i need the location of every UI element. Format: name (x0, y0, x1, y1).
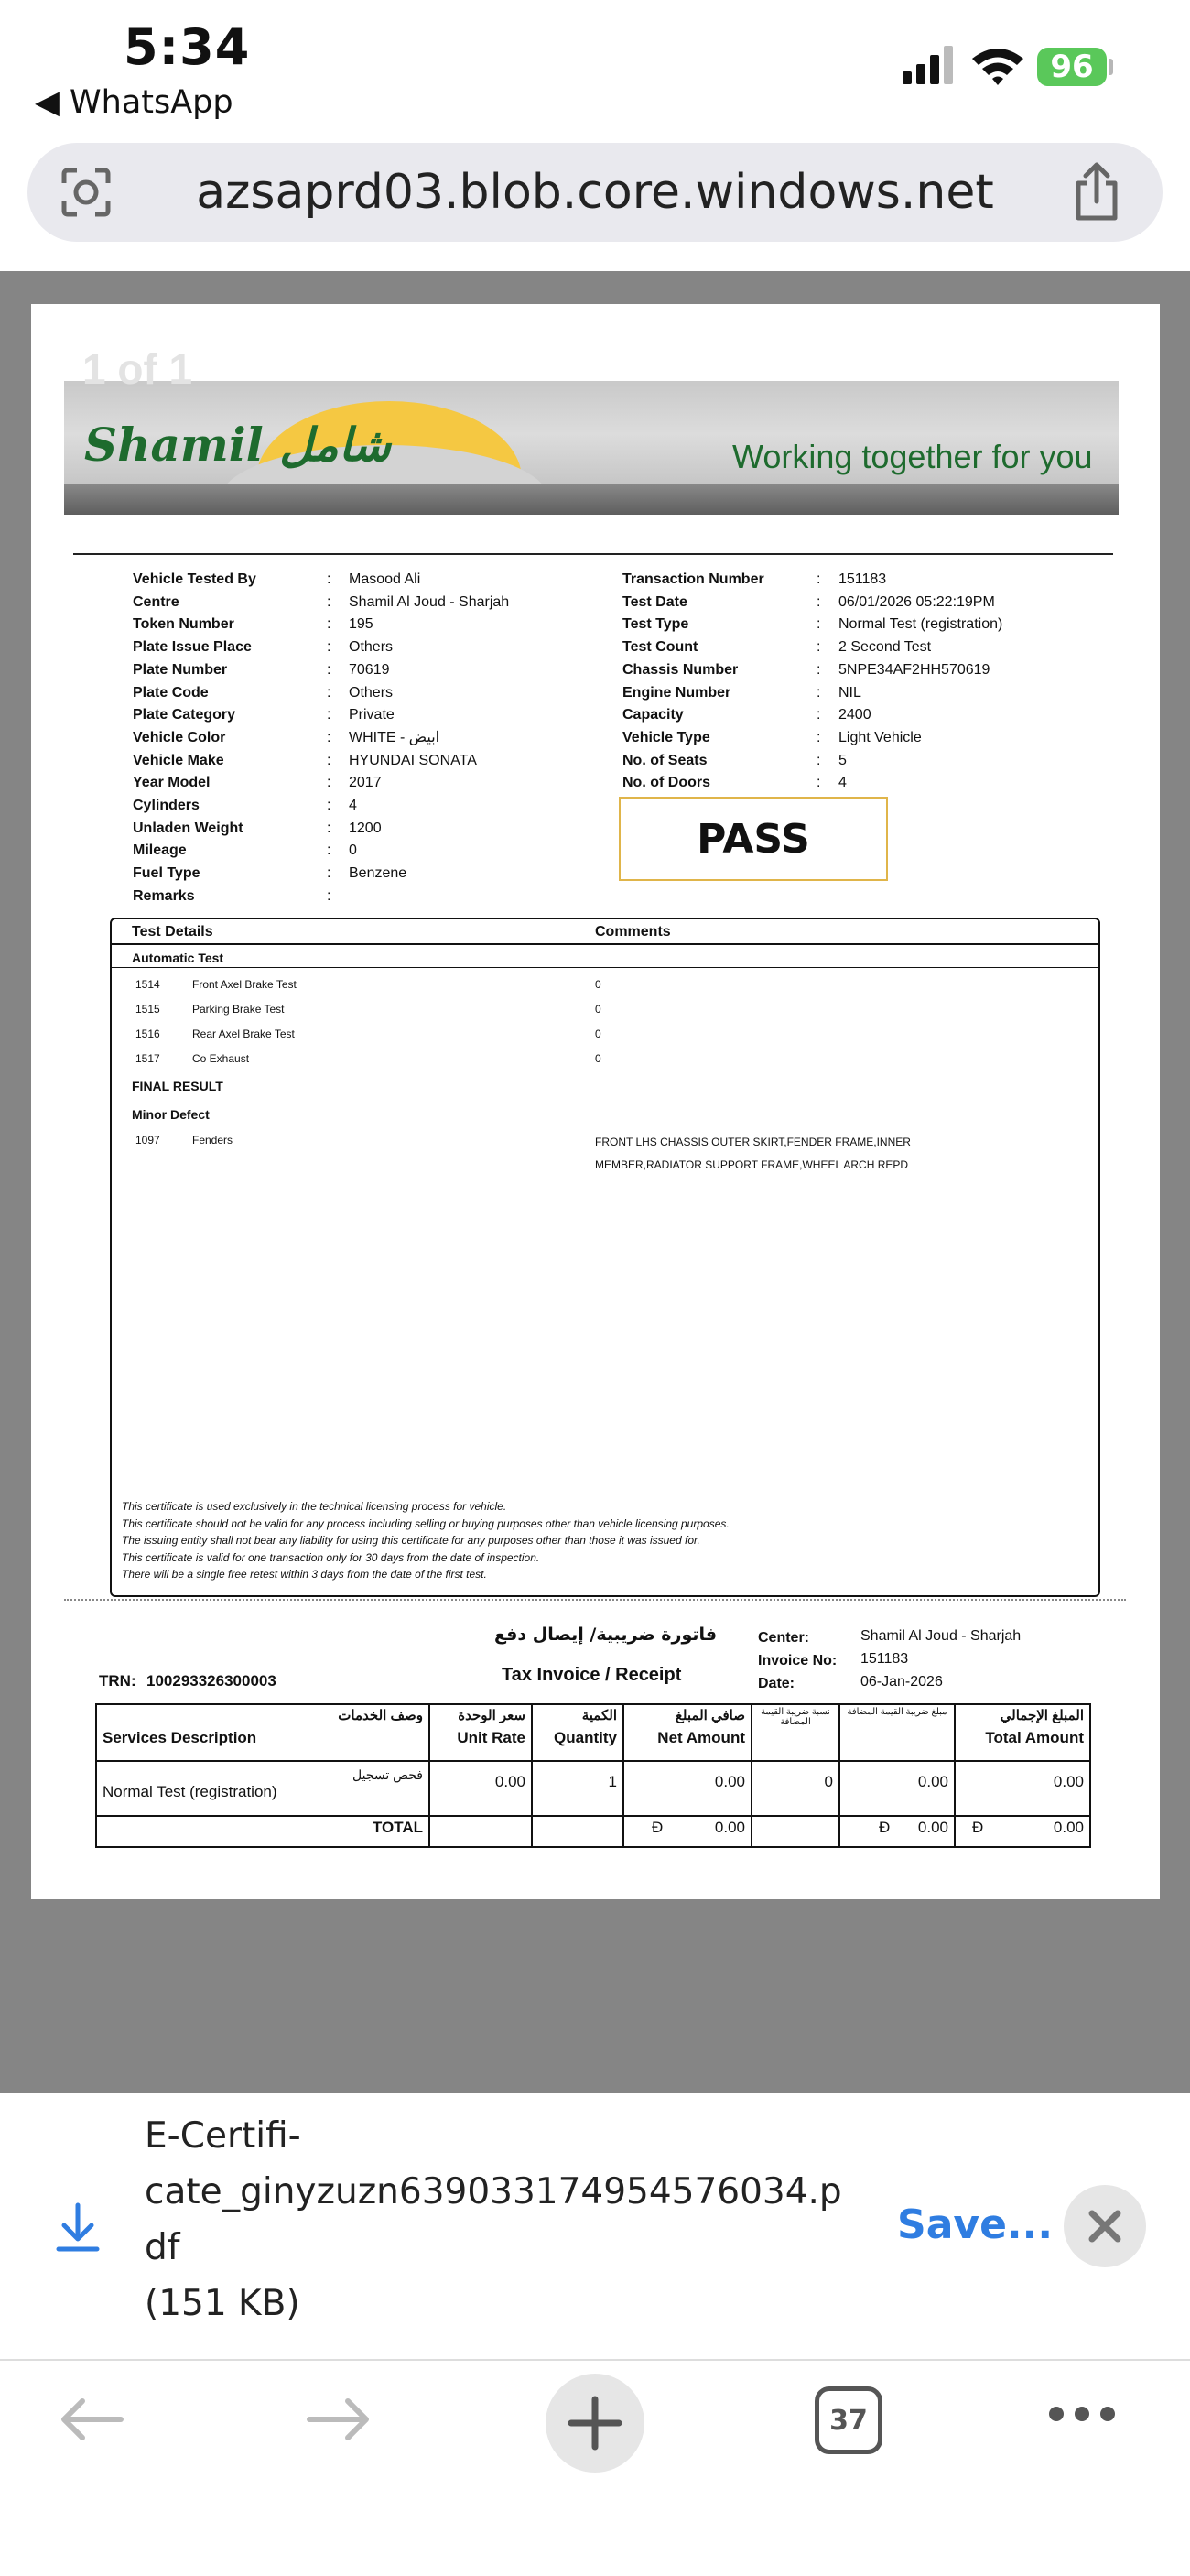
field-label: Chassis Number (622, 661, 739, 678)
automatic-test-name: Rear Axel Brake Test (192, 1027, 295, 1040)
vat-total-cell (839, 1816, 955, 1847)
net-total-cell (623, 1816, 752, 1847)
field-colon: : (327, 842, 331, 859)
field-label: Test Date (622, 593, 687, 610)
header-quantity (532, 1704, 623, 1761)
field-label: Cylinders (133, 798, 200, 813)
divider (73, 553, 1113, 555)
total-empty-3 (752, 1816, 839, 1847)
nav-separator (0, 2359, 1190, 2361)
invoice-title-en: Tax Invoice / Receipt (502, 1665, 682, 1685)
field-colon: : (327, 661, 331, 678)
field-value: Others (349, 639, 394, 656)
battery-nub (1109, 59, 1113, 75)
invoice-no-value: 151183 (860, 1651, 909, 1667)
field-label: Vehicle Tested By (133, 571, 256, 587)
field-label: Vehicle Make (133, 752, 224, 768)
center-label: Center: (758, 1630, 810, 1646)
automatic-test-code: 1514 (135, 978, 160, 991)
field-value: 4 (349, 798, 357, 813)
field-value: HYUNDAI SONATA (349, 752, 477, 768)
grand-total: 0.00 (1053, 1819, 1084, 1836)
field-label: Fuel Type (133, 865, 200, 882)
item-vat-percent: 0 (752, 1761, 839, 1816)
item-description (96, 1761, 429, 1816)
tab-switcher-button[interactable]: 37 (815, 2386, 882, 2454)
field-colon: : (327, 820, 331, 836)
field-colon: : (327, 887, 331, 904)
field-label: Token Number (133, 616, 234, 633)
vatp-ar: نسبة ضريبة القيمة المضافة (761, 1707, 830, 1727)
header-total-amount (955, 1704, 1090, 1761)
field-colon: : (327, 865, 331, 882)
final-result-label: FINAL RESULT (132, 1079, 223, 1093)
minor-defect-code: 1097 (135, 1134, 160, 1147)
field-value: 5 (838, 752, 847, 768)
header-net-amount (623, 1704, 752, 1761)
header-vat-amount (839, 1704, 955, 1761)
disclaimer-line: There will be a single free retest within 3 days from the date of the first test. (122, 1568, 487, 1581)
heading-underline (112, 967, 1098, 968)
center-value: Shamil Al Joud - Sharjah (860, 1628, 1022, 1644)
field-value: Others (349, 684, 394, 701)
battery-indicator: 96 (1037, 48, 1107, 86)
field-colon: : (327, 571, 331, 587)
back-to-whatsapp-link[interactable]: ◀ WhatsApp (35, 84, 233, 121)
status-time: 5:34 (124, 18, 251, 76)
field-value: 2400 (838, 707, 871, 723)
automatic-test-comment: 0 (595, 1003, 601, 1016)
total-en: Total Amount (985, 1729, 1084, 1746)
invoice-no-label: Invoice No: (758, 1653, 838, 1668)
item-unit-rate: 0.00 (429, 1761, 532, 1816)
item-vat: 0.00 (839, 1761, 955, 1816)
banner-band (64, 484, 1119, 515)
field-label: Plate Issue Place (133, 639, 252, 656)
field-label: Engine Number (622, 684, 731, 701)
field-value: Benzene (349, 865, 407, 882)
download-filename (145, 2108, 859, 2331)
field-colon: : (327, 616, 331, 633)
close-icon (1087, 2208, 1123, 2244)
field-value: WHITE - ابيض (349, 729, 440, 745)
rate-ar: سعر الوحدة (458, 1708, 525, 1723)
field-colon: : (327, 684, 331, 701)
new-tab-button[interactable] (546, 2374, 644, 2473)
field-colon: : (327, 752, 331, 768)
qty-ar: الكمية (581, 1708, 617, 1723)
header-vat-percent (752, 1704, 839, 1761)
field-colon: : (817, 752, 821, 768)
field-colon: : (817, 707, 821, 723)
currency-symbol: Đ (879, 1819, 891, 1836)
filename-text: E-Certifi-cate_ginyzuzn639033174954576034.pdf (145, 2115, 842, 2268)
invoice-title-ar: فاتورة ضريبية/ إيصال دفع (494, 1625, 718, 1645)
net-en: Net Amount (657, 1729, 745, 1746)
field-label: Remarks (133, 887, 195, 904)
automatic-test-comment: 0 (595, 1052, 601, 1065)
tear-line (64, 1599, 1126, 1601)
field-colon: : (817, 593, 821, 610)
save-button[interactable]: Save... (897, 2201, 1054, 2248)
total-label: TOTAL (96, 1816, 429, 1847)
field-label: Unladen Weight (133, 820, 243, 836)
invoice-table (95, 1703, 1091, 1848)
total-ar: المبلغ الإجمالي (1000, 1708, 1084, 1723)
field-label: Test Type (622, 616, 689, 633)
field-value: 151183 (838, 571, 887, 587)
field-value: 195 (349, 616, 373, 633)
invoice-total-row (96, 1816, 1090, 1847)
automatic-test-code: 1515 (135, 1003, 160, 1016)
rate-en: Unit Rate (457, 1729, 525, 1746)
field-label: Transaction Number (622, 571, 764, 587)
field-value: 06/01/2026 05:22:19PM (838, 593, 995, 610)
disclaimer-line: This certificate is valid for one transaction only for 30 days from the date of inspection. (122, 1550, 540, 1564)
header-description (96, 1704, 429, 1761)
vat-ar: مبلغ ضريبة القيمة المضافة (847, 1707, 947, 1717)
field-value: Normal Test (registration) (838, 616, 1003, 633)
qty-en: Quantity (554, 1729, 617, 1746)
field-value: 2 Second Test (838, 639, 932, 656)
close-download-button[interactable] (1064, 2185, 1146, 2267)
automatic-test-comment: 0 (595, 978, 601, 991)
disclaimer-line: This certificate is used exclusively in the technical licensing process for vehicle. (122, 1500, 507, 1513)
download-icon[interactable] (55, 2201, 101, 2253)
automatic-test-code: 1517 (135, 1052, 160, 1065)
automatic-test-heading: Automatic Test (132, 951, 224, 965)
total-empty-1 (429, 1816, 532, 1847)
automatic-test-name: Parking Brake Test (192, 1003, 285, 1016)
minor-defect-comment-2: MEMBER,RADIATOR SUPPORT FRAME,WHEEL ARCH REPD (595, 1158, 909, 1171)
field-label: Test Count (622, 639, 698, 656)
currency-symbol: Đ (652, 1819, 664, 1836)
field-value: 2017 (349, 775, 382, 791)
field-colon: : (817, 775, 821, 791)
net-ar: صافي المبلغ (675, 1708, 745, 1723)
field-colon: : (817, 571, 821, 587)
field-label: Vehicle Type (622, 729, 710, 745)
field-value: Masood Ali (349, 571, 421, 587)
field-value: Shamil Al Joud - Sharjah (349, 593, 510, 610)
currency-symbol: Đ (972, 1819, 984, 1836)
field-colon: : (817, 616, 821, 633)
invoice-item-row (96, 1761, 1090, 1816)
minor-defect-comment-1: FRONT LHS CHASSIS OUTER SKIRT,FENDER FRAME,INNER (595, 1136, 911, 1148)
field-colon: : (327, 729, 331, 745)
field-label: Plate Code (133, 684, 209, 701)
field-colon: : (327, 775, 331, 791)
field-label: Mileage (133, 842, 187, 859)
item-total: 0.00 (955, 1761, 1090, 1816)
plus-icon (546, 2374, 644, 2473)
test-details-box (110, 918, 1100, 1597)
more-options-icon[interactable] (1047, 2405, 1117, 2423)
invoice-header-row (96, 1704, 1090, 1761)
file-size: (151 KB) (145, 2283, 300, 2324)
field-colon: : (327, 707, 331, 723)
field-value: NIL (838, 684, 861, 701)
field-value: 70619 (349, 661, 390, 678)
field-value: 4 (838, 775, 847, 791)
field-label: Centre (133, 593, 179, 610)
disclaimer-line: The issuing entity shall not bear any liability for using this certificate for any purposes other than those it was issued for. (122, 1534, 700, 1548)
field-colon: : (817, 729, 821, 745)
automatic-test-name: Front Axel Brake Test (192, 978, 297, 991)
wifi-icon (970, 46, 1025, 86)
field-value: 1200 (349, 820, 382, 836)
automatic-test-name: Co Exhaust (192, 1052, 250, 1065)
back-arrow-icon[interactable] (55, 2392, 128, 2447)
field-label: Year Model (133, 775, 211, 791)
page-indicator: 1 of 1 (82, 345, 193, 393)
desc-ar: وصف الخدمات (338, 1708, 423, 1723)
trn-label: TRN: (99, 1672, 136, 1690)
total-empty-2 (532, 1816, 623, 1847)
shamil-banner (64, 381, 1119, 515)
field-colon: : (327, 593, 331, 610)
field-value: Private (349, 707, 395, 723)
trn-value: 100293326300003 (146, 1672, 276, 1690)
item-desc-ar: فحص تسجيل (352, 1767, 423, 1782)
visual-search-icon[interactable] (59, 165, 114, 220)
forward-arrow-icon[interactable] (302, 2392, 375, 2447)
col-comments: Comments (595, 924, 671, 940)
date-value: 06-Jan-2026 (860, 1674, 943, 1690)
item-quantity: 1 (532, 1761, 623, 1816)
result-badge: PASS (619, 797, 888, 881)
field-colon: : (327, 639, 331, 656)
net-total: 0.00 (714, 1819, 745, 1836)
desc-en: Services Description (103, 1729, 257, 1746)
automatic-test-comment: 0 (595, 1027, 601, 1040)
automatic-test-code: 1516 (135, 1027, 160, 1040)
field-colon: : (817, 661, 821, 678)
disclaimer-line: This certificate should not be valid for any process including selling or buying purposes other than vehicle licensing purposes. (122, 1516, 730, 1530)
grand-total-cell (955, 1816, 1090, 1847)
minor-defect-name: Fenders (192, 1134, 233, 1147)
share-icon[interactable] (1069, 161, 1124, 222)
field-label: Capacity (622, 707, 684, 723)
field-colon: : (817, 639, 821, 656)
details-header (112, 919, 1098, 945)
item-desc-en: Normal Test (registration) (103, 1783, 277, 1800)
url-text[interactable]: azsaprd03.blob.core.windows.net (196, 165, 994, 220)
field-label: Plate Category (133, 707, 236, 723)
col-test-details: Test Details (132, 924, 213, 940)
date-label: Date: (758, 1676, 795, 1691)
field-value: Light Vehicle (838, 729, 922, 745)
field-colon: : (327, 798, 331, 813)
cellular-signal-icon (903, 46, 954, 84)
vat-total: 0.00 (917, 1819, 948, 1836)
shamil-logo: Shamil شامل (84, 418, 391, 472)
field-value: 0 (349, 842, 357, 859)
field-label: No. of Seats (622, 752, 708, 768)
field-label: No. of Doors (622, 775, 710, 791)
item-net: 0.00 (623, 1761, 752, 1816)
field-colon: : (817, 684, 821, 701)
minor-defect-heading: Minor Defect (132, 1107, 210, 1122)
field-label: Plate Number (133, 661, 228, 678)
header-unit-rate (429, 1704, 532, 1761)
tagline: Working together for you (732, 438, 1093, 475)
field-value: 5NPE34AF2HH570619 (838, 661, 990, 678)
field-label: Vehicle Color (133, 729, 226, 745)
